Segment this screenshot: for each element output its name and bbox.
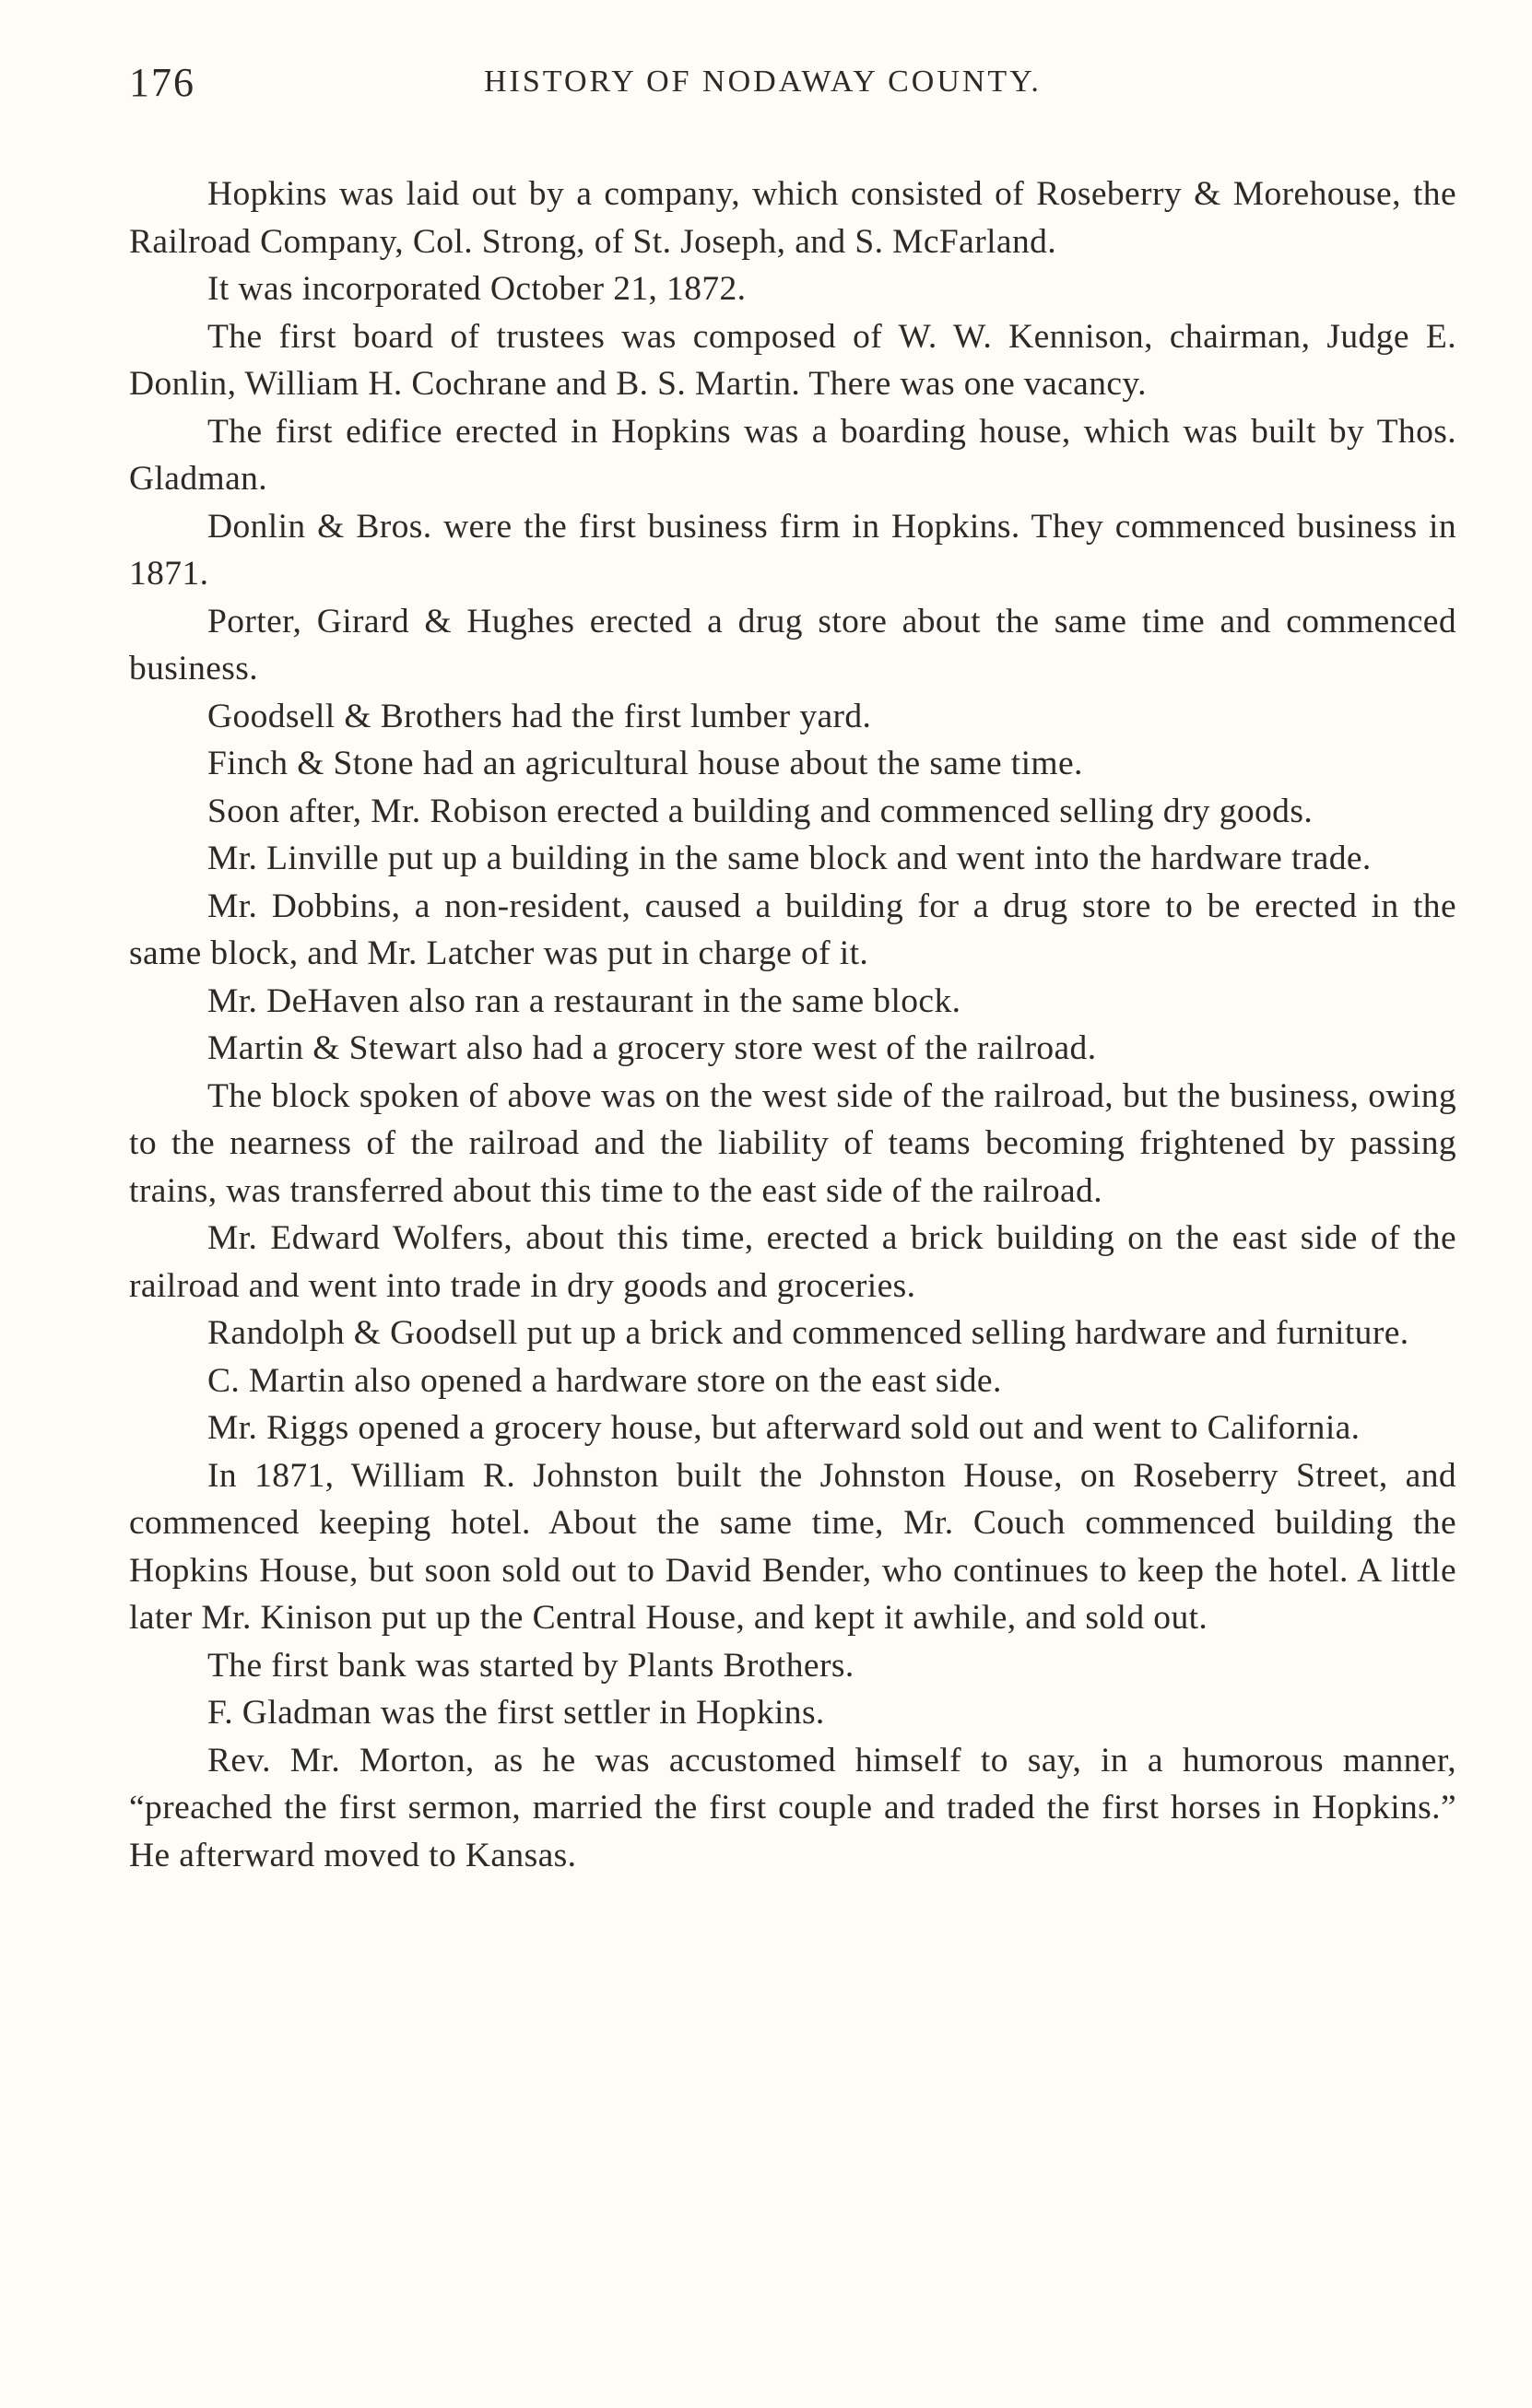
paragraph: Martin & Stewart also had a grocery store west of the railroad. bbox=[207, 1029, 1097, 1067]
paragraph: It was incorporated October 21, 1872. bbox=[207, 270, 747, 308]
paragraph: Mr. Dobbins, a non-resident, caused a building for a drug store to be erected in the same block, and Mr. Latcher was put in charge of it. bbox=[129, 887, 1456, 972]
paragraph: Rev. Mr. Morton, as he was accustomed himself to say, in a humorous manner, “preached the first sermon, married the first couple and traded the first horses in Hopkins.” He afterward moved to Kansas. bbox=[129, 1741, 1456, 1874]
paragraph: Mr. Linville put up a building in the same block and went into the hardware trade. bbox=[207, 840, 1372, 877]
paragraph: F. Gladman was the first settler in Hopkins. bbox=[207, 1694, 825, 1732]
paragraph: Soon after, Mr. Robison erected a building and commenced selling dry goods. bbox=[207, 792, 1314, 830]
running-head bbox=[129, 46, 1456, 120]
paragraph: Hopkins was laid out by a company, which consisted of Roseberry & Morehouse, the Railroad Company, Col. Strong, of St. Joseph, and S. McFarland. bbox=[129, 175, 1456, 261]
paragraph: Porter, Girard & Hughes erected a drug store about the same time and commenced business. bbox=[129, 602, 1456, 687]
paragraph: In 1871, William R. Johnston built the Johnston House, on Roseberry Street, and commenced keeping hotel. About the same time, Mr. Couch commenced building the Hopkins House, but soon sold out to David Bender, who continues to keep the hotel. A little later Mr. Kinison put up the Central House, and kept it awhile, and sold out. bbox=[129, 1456, 1456, 1637]
paragraph: Donlin & Bros. were the first business firm in Hopkins. They commenced business in 1871. bbox=[129, 507, 1456, 593]
running-title: HISTORY OF NODAWAY COUNTY. bbox=[484, 65, 1042, 99]
paragraph: Mr. Riggs opened a grocery house, but afterward sold out and went to California. bbox=[207, 1409, 1361, 1447]
paragraph: The first bank was started by Plants Brothers. bbox=[207, 1646, 854, 1685]
paragraph: The first board of trustees was composed of W. W. Kennison, chairman, Judge E. Donlin, William H. Cochrane and B. S. Martin. There was one vacancy. bbox=[129, 317, 1456, 403]
paragraph: Goodsell & Brothers had the first lumber yard. bbox=[207, 697, 872, 735]
paragraph: Randolph & Goodsell put up a brick and commenced selling hardware and furniture. bbox=[207, 1314, 1409, 1352]
paragraph: C. Martin also opened a hardware store on the east side. bbox=[207, 1361, 1002, 1400]
paragraph: Mr. DeHaven also ran a restaurant in the same block. bbox=[207, 981, 961, 1020]
body-text bbox=[129, 170, 1456, 1879]
book-page bbox=[129, 46, 1456, 2368]
paragraph: Finch & Stone had an agricultural house about the same time. bbox=[207, 745, 1083, 782]
page-number: 176 bbox=[129, 60, 195, 105]
paragraph: Mr. Edward Wolfers, about this time, erected a brick building on the east side of the railroad and went into trade in dry goods and groceries. bbox=[129, 1219, 1456, 1305]
paragraph: The first edifice erected in Hopkins was a boarding house, which was built by Thos. Gladman. bbox=[129, 412, 1456, 498]
paragraph: The block spoken of above was on the west side of the railroad, but the business, owing to the nearness of the railroad and the liability of teams becoming frightened by passing trains, was transferred about this time to the east side of the railroad. bbox=[129, 1076, 1456, 1210]
